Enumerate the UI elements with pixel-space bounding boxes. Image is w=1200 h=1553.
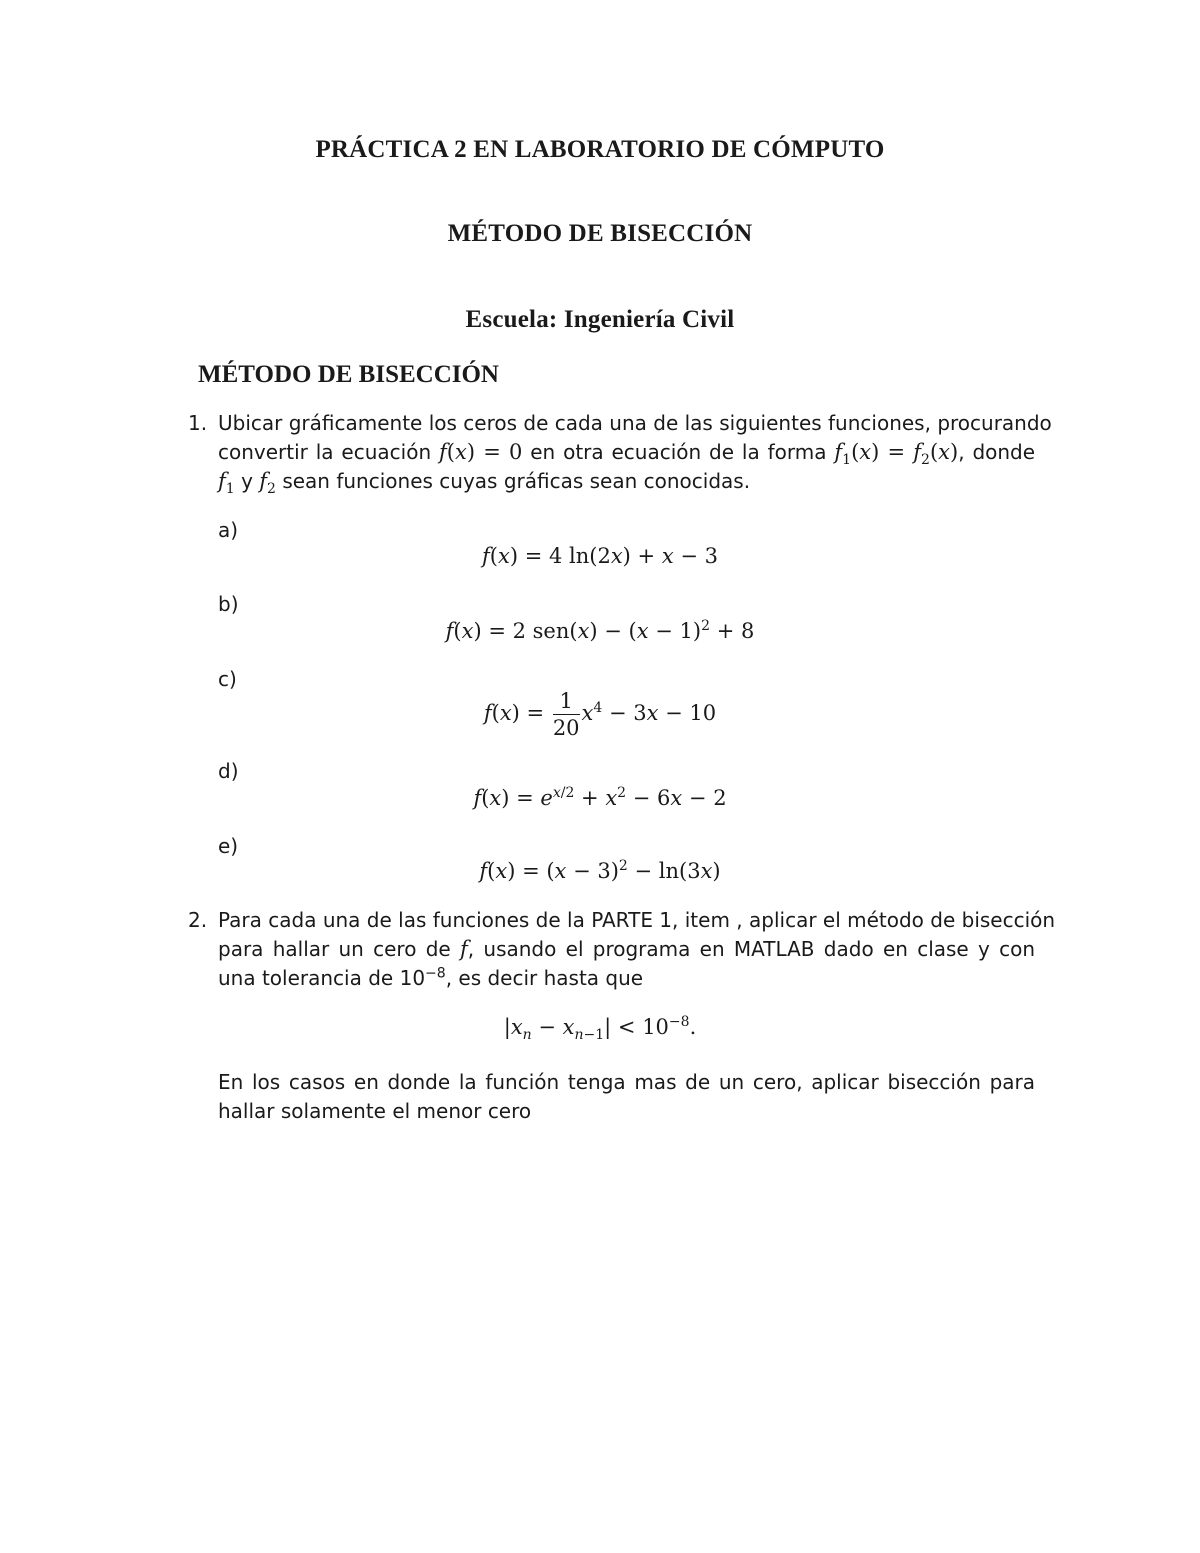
subitem-a-label: a) (218, 518, 239, 542)
exercise-1-number: 1. (188, 411, 208, 435)
equation-tolerance: $|x_n - x_{n-1}| < 10^{-8}$. (503, 1014, 697, 1044)
exercise-2-text-2b: , usando el programa en MATLAB dado en clase y con (467, 937, 1036, 961)
exercise-2-line-2 (218, 935, 1035, 964)
subitem-d-label: d) (218, 759, 239, 783)
exercise-2-text-1: Para cada una de las funciones de la PARTE 1, item , aplicar el método de bisección (218, 908, 1056, 932)
exercise-2-paragraph-text-2: hallar solamente el menor cero (218, 1099, 532, 1123)
equation-f1-equals-f2: $f_1(x) = f_2(x)$, donde (834, 440, 1036, 469)
fraction-one-twentieth: $\frac{1}{20}$ (552, 689, 580, 740)
exercise-2-line-3 (218, 964, 643, 993)
subitem-e-label: e) (218, 834, 239, 858)
equation-c: f(x) = $\frac{1}{20}$ $x^4 - 3x - 10$ (483, 689, 717, 740)
exercise-1-text-1: Ubicar gráficamente los ceros de cada una de las siguientes funciones, procurando (218, 411, 1052, 435)
exercise-1-text-2b: en otra ecuación de la forma (530, 440, 827, 464)
exercise-2-text-2a: para hallar un cero de (218, 937, 451, 961)
exercise-1-line-3 (218, 467, 750, 496)
exercise-2-paragraph-line-2 (218, 1097, 531, 1126)
equation-e: $f(x) = (x - 3)^2 - \ln(3x)$ (479, 858, 721, 883)
symbol-f: f (460, 937, 468, 961)
exercise-2-paragraph-line-1 (218, 1068, 1035, 1097)
exercise-1-text-2a: convertir la ecuación (218, 440, 432, 464)
symbol-f1: $f_1$ (218, 469, 235, 498)
exercise-2-line-1 (218, 906, 1055, 935)
exercise-2-text-3b: , es decir hasta que (445, 966, 644, 990)
school-label: Escuela: Ingeniería Civil (465, 306, 735, 333)
document-subtitle: MÉTODO DE BISECCIÓN (447, 220, 753, 247)
section-heading: MÉTODO DE BISECCIÓN (198, 361, 499, 388)
symbol-f2: $f_2$ (259, 469, 276, 498)
exercise-1-line-2 (218, 438, 1035, 467)
equation-b: f(x) = 2 $sen(x) - (x - 1)^2 + 8$ (445, 618, 755, 643)
equation-fx-equals-zero: f(x) = 0 (439, 440, 523, 464)
exercise-1-line-1 (218, 409, 1052, 438)
exercise-1-text-3b: sean funciones cuyas gráficas sean conocidas. (282, 469, 751, 493)
subitem-b-label: b) (218, 592, 239, 616)
exercise-2-text-3a: una tolerancia de (218, 966, 394, 990)
exercise-1-text-3a: y (241, 469, 253, 493)
subitem-c-label: c) (218, 667, 237, 691)
equation-a: f(x) = 4 ln(2x) + x − 3 (482, 544, 718, 568)
tolerance-value: $10^{-8}$ (399, 965, 446, 990)
equation-d: $f(x) = e^{x/2} + x^2 - 6x - 2$ (473, 785, 727, 810)
exercise-1-text-2c: , donde (958, 440, 1036, 464)
exercise-2-number: 2. (188, 908, 208, 932)
exercise-2-paragraph-text-1: En los casos en donde la función tenga mas de un cero, aplicar bisección para (218, 1070, 1035, 1094)
document-title: PRÁCTICA 2 EN LABORATORIO DE CÓMPUTO (315, 136, 885, 163)
